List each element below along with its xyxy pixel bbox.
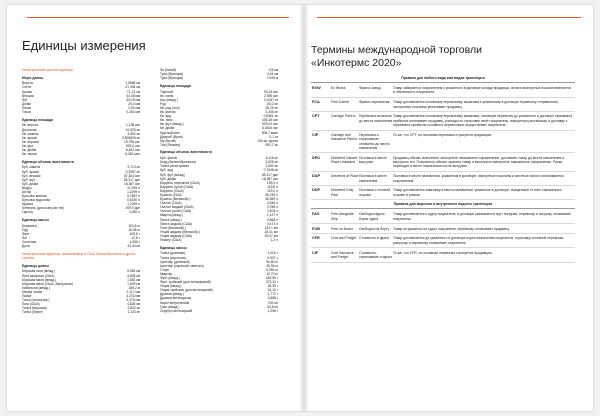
unit-name: Кв. миля	[160, 93, 174, 98]
unit-name: Лот	[22, 236, 28, 241]
unit-name: Кв. линк	[160, 118, 173, 123]
unit-name: Кв. верста	[22, 123, 38, 128]
incoterm-code: DPU	[312, 155, 321, 160]
unit-name: Бутылка винная	[22, 194, 47, 199]
unit-name: Галлон сухой (США)	[160, 209, 192, 214]
unit-name: Берковец	[22, 223, 37, 228]
incoterm-row	[311, 172, 575, 186]
unit-value: 21,336 км	[125, 85, 140, 90]
unit-name: Драхма (межд.)	[160, 292, 184, 297]
unit-value: 50,80 кг	[266, 259, 278, 264]
unit-name: Кв. дюйм	[160, 126, 175, 131]
unit-value: 3,625 м³	[265, 160, 278, 165]
unit-value: 12,299 л	[127, 185, 140, 190]
incoterm-row	[311, 186, 575, 200]
unit-value: 1,2299 л	[127, 190, 140, 194]
left-page-title: Единицы измерения	[22, 38, 146, 53]
book-gutter	[299, 5, 309, 411]
unit-name: Куб. сажень	[22, 165, 41, 170]
units-section-heading: Меры длины	[22, 75, 44, 80]
unit-name: Ли (Китай)	[160, 68, 177, 72]
unit-name: Кв. фут (межд.)	[160, 122, 184, 127]
incoterms-group-heading: Правила для морского и внутреннего водного транспорта	[311, 200, 575, 209]
incoterm-russian-name: Свободно на борту	[359, 226, 390, 231]
unit-name: Морская лига (межд.)	[22, 269, 56, 274]
unit-name: Гарнец	[22, 210, 33, 215]
unit-name: Кружка	[22, 202, 33, 207]
unit-name: Тонна (морская)	[22, 306, 47, 311]
units-section-heading: Единицы массы	[22, 218, 49, 223]
unit-value: 29,57 мл	[264, 233, 278, 238]
incoterm-code: CPT	[312, 114, 320, 119]
unit-name: Унция жидкая (США)	[160, 233, 193, 238]
unit-value: 28,41 мл	[264, 229, 278, 234]
incoterm-russian-name: Перевозка и страхование оплачены до места назначения	[359, 132, 390, 150]
unit-name: Кв. род (пол)	[160, 105, 180, 110]
unit-name: Тонна (Фрахт)	[22, 310, 44, 315]
incoterm-english-name: Ex Works	[331, 86, 346, 91]
incoterm-row	[311, 210, 575, 224]
unit-value: 100 кв. футов	[257, 138, 278, 143]
unit-value: 1,138 км²	[126, 123, 140, 128]
unit-value: 4,828 км	[127, 273, 140, 278]
unit-value: 64,8 мг	[267, 304, 278, 309]
unit-value: 4,44 км	[266, 72, 278, 77]
unit-value: 0,254 мм	[126, 110, 140, 115]
unit-name: Пуд	[22, 227, 28, 232]
unit-name: Аршин	[22, 89, 33, 94]
incoterm-description: Товар доставляется до указанного в договоре порта назначения покупателя, страховку основной перевозки, разгрузку и перевалку оплачивает покупатель.	[393, 236, 565, 245]
incoterm-english-name: Free Carrier	[331, 100, 350, 105]
unit-name: Баррель (США)	[160, 188, 184, 193]
unit-value: 453,59 г	[265, 275, 278, 280]
unit-value: 25,4 мм	[128, 101, 140, 106]
unit-value: 1,133 м³	[127, 310, 140, 315]
unit-name: Куб. дюйм	[22, 181, 38, 186]
unit-name: Штоф	[22, 190, 32, 194]
unit-name: Точка (полиграф.)	[22, 298, 50, 303]
unit-name: Акр (межд.)	[160, 97, 178, 102]
unit-name: Центнер (короткий, квинтал)	[160, 263, 204, 268]
unit-name: Карат метрический	[160, 300, 190, 305]
unit-value: 1,2299 л	[127, 202, 140, 207]
unit-name: Драхма аптекарская	[160, 296, 192, 301]
unit-row	[22, 310, 140, 314]
incoterm-english-name: Free Alongside Ship	[331, 212, 354, 221]
incoterm-english-name: Delivered Duty Paid	[331, 188, 354, 197]
unit-name: Кв. фатом	[160, 110, 176, 115]
unit-value: 119,2 л	[267, 188, 278, 193]
unit-name: Корд (Великобритания)	[160, 160, 196, 165]
unit-value: 185,2 м	[128, 285, 140, 290]
unit-name: Гилл (Великобр.)	[160, 225, 187, 230]
incoterm-description: Товар забирается покупателем с указанного в договоре склада продавца, оплата экспортных пошлин вменяется в обязанность покупателя.	[393, 86, 572, 95]
unit-value: 4,266 г	[129, 240, 140, 245]
unit-value: 159,0 л	[266, 180, 278, 185]
incoterm-description: То же, что CPT, но основная перевозка страхуется продавцом.	[393, 132, 492, 137]
unit-row	[22, 152, 140, 156]
unit-name: Куб. фут (межд.)	[160, 172, 186, 177]
unit-name: Гран (межд.)	[160, 304, 180, 309]
unit-value: 2,117 мм	[126, 289, 140, 294]
unit-name: Пайка	[22, 294, 32, 299]
unit-name: Верста	[22, 81, 33, 86]
incoterm-russian-name: Стоимость, страхование и фрахт	[359, 250, 393, 259]
unit-value: 0,1 га	[269, 134, 278, 139]
unit-name: Доля	[22, 244, 30, 249]
unit-name: Кабельтов (межд.)	[22, 285, 50, 290]
unit-value: 12,70 кг	[266, 271, 278, 276]
incoterm-description: Поставка в месте назначения, указанном в договоре, импортные пошлины и местные налоги оплачиваются покупателем.	[393, 174, 564, 183]
unit-row	[160, 76, 278, 80]
unit-name: Тонна (длинная)	[160, 251, 186, 256]
incoterm-row	[311, 131, 575, 154]
unit-name: Му (Китай)	[160, 138, 177, 143]
unit-name: Малая линия	[22, 289, 43, 294]
incoterm-row	[311, 84, 575, 98]
unit-name: Кв. сажень	[22, 131, 39, 136]
unit-value: 3,888 г	[267, 296, 278, 301]
incoterm-russian-name: Поставка с оплатой пошлин	[359, 188, 391, 197]
unit-name: Линия	[22, 105, 32, 110]
units-section-heading: Единицы объема, вместимости	[22, 159, 74, 164]
unit-value: 2,590 км²	[264, 93, 278, 98]
incoterm-english-name: Cost and Freight	[331, 236, 357, 241]
units-column-2	[160, 68, 278, 313]
unit-value: 93,24 км²	[264, 89, 278, 94]
unit-value: 929,0 см²	[125, 143, 140, 148]
units-subtitle: Неметрические русские единицы	[22, 68, 73, 72]
unit-value: 28,317 дм³	[123, 177, 140, 182]
unit-value: 409,5 г	[129, 232, 140, 237]
unit-name: Точка	[22, 110, 31, 115]
unit-name: Баррель сухой (США)	[160, 184, 194, 189]
unit-name: Куб. дюйм	[160, 176, 176, 181]
unit-name: Пеккер (США)	[160, 238, 182, 243]
unit-name: Тонна регистровая	[160, 164, 189, 169]
incoterm-row	[311, 234, 575, 248]
incoterm-english-name: Free on Board	[331, 226, 353, 231]
unit-value: 142,1 мл	[264, 225, 278, 230]
unit-name: Пинта (межд.)	[160, 217, 182, 222]
unit-value: 28,317 дм³	[261, 172, 278, 177]
unit-value: 209,9 дм³	[125, 206, 140, 211]
unit-value: 36,369 л	[265, 197, 278, 202]
unit-name: Туаз (Франция)	[160, 76, 184, 81]
unit-value: 0,505805 м²	[121, 135, 140, 140]
unit-name: Тонна (короткая)	[160, 255, 186, 260]
unit-name: Куб. фут	[22, 177, 36, 182]
unit-value: 3,280 л	[128, 210, 140, 215]
unit-name: Унция тройская (для аптекарский)	[160, 288, 213, 293]
unit-name: Галлон (США)	[160, 201, 182, 206]
unit-value: 200 мг	[268, 300, 278, 305]
incoterm-description: Товар доставляется основному перевозчику заказчика к указанному в договоре терминалу отправления, экспортные пошлины уплачивает продавец.	[393, 100, 559, 109]
unit-value: 16,38 кг	[128, 227, 140, 232]
unit-value: 1,609 км	[127, 281, 140, 286]
incoterm-english-name: Carriage Paid to	[331, 114, 356, 119]
unit-name: Лига законная (США)	[22, 273, 55, 278]
unit-name: Квартер	[160, 271, 173, 276]
unit-value: 0,4047 га	[264, 97, 278, 102]
unit-name: Фут	[22, 97, 28, 102]
incoterm-english-name: Carriage and Insurance Paid to	[331, 132, 358, 142]
unit-name: Куб. ярд	[160, 168, 173, 173]
incoterm-english-name: Delivered at Place	[331, 174, 359, 179]
unit-value: 1,137 л	[266, 213, 278, 218]
unit-value: 6,452 см²	[125, 147, 140, 152]
unit-name: Вершок	[22, 93, 34, 98]
unit-value: 16,387 см³	[123, 181, 140, 186]
right-page-accent-rule	[317, 17, 581, 18]
unit-value: 44,43 мг	[127, 244, 140, 249]
unit-value: 115,6 л	[267, 184, 278, 189]
unit-name: Центнер (длинный)	[160, 259, 190, 264]
unit-value: 9,713 м³	[127, 165, 140, 170]
unit-value: 4,405 л	[266, 209, 278, 214]
unit-value: 373,24 г	[265, 280, 278, 285]
unit-value: 4,552 м²	[127, 131, 140, 136]
unit-name: Кв. дюйм	[22, 147, 37, 152]
incoterm-code: DDP	[312, 188, 321, 193]
unit-name: Тан (Япония)	[160, 142, 181, 147]
unit-value: 16,387 см³	[261, 176, 278, 181]
unit-value: 1,296 г	[267, 308, 278, 313]
incoterm-row	[311, 248, 575, 262]
unit-name: Десятина	[22, 127, 37, 132]
units-column-1	[22, 68, 140, 315]
units-section-heading: Единицы длины	[22, 263, 50, 268]
incoterm-russian-name: Свободно вдоль борта судна	[359, 212, 385, 221]
incoterm-code: FAS	[312, 212, 320, 217]
incoterm-english-name: Cost Insurance and Freight	[331, 250, 354, 259]
unit-name: Баррель нефтяной (США)	[160, 180, 200, 185]
unit-row	[22, 110, 140, 114]
right-page-title: Термины международной торговли «Инкотермс 2020»	[311, 44, 482, 69]
unit-name: Джериб (Иран)	[160, 134, 183, 139]
unit-name: Руд	[160, 101, 166, 106]
unit-name: Дюйм	[22, 101, 31, 106]
unit-value: 1,016 т	[267, 251, 278, 256]
unit-name: Унция жидкая (Великобр.)	[160, 229, 201, 234]
units-section-heading: Единицы объема, вместимости	[160, 150, 212, 155]
unit-name: Фунт	[22, 232, 30, 237]
incoterm-row	[311, 98, 575, 112]
unit-name: Куб. аршин	[22, 169, 40, 174]
unit-name: Сотня	[22, 85, 32, 90]
incoterm-description: Товар доставляется основному перевозчику заказчика, основную перевозку до указанного в договоре терминала прибытия оплачивает продавец, расходы по страховке несёт покупатель, импортную растаможку и доставку с терминала прибытия основного перевозчика осуществляет покупатель.	[393, 114, 573, 128]
incoterm-code: FOB	[312, 226, 321, 231]
unit-value: 1,852 км	[127, 277, 140, 282]
unit-value: 4,828 км	[127, 302, 140, 307]
unit-value: 0,6150 л	[127, 198, 140, 203]
incoterm-code: CFR	[312, 236, 320, 241]
unit-name: Стоун	[160, 267, 170, 272]
unit-value: 44,45 мм	[126, 93, 140, 98]
unit-value: 0,3597 м³	[125, 169, 140, 174]
units-section-heading: Единицы массы	[160, 245, 187, 250]
unit-value: 12,8 г	[131, 236, 140, 241]
unit-name: Фунт (межд.)	[160, 275, 180, 280]
incoterm-code: EXW	[312, 86, 321, 91]
units-section-heading: Единицы площади	[160, 83, 191, 88]
unit-value: 163,8 кг	[128, 223, 140, 228]
incoterm-code: CIF	[312, 250, 319, 255]
unit-value: 5,556 км	[127, 269, 140, 274]
unit-value: 1,2 л	[270, 238, 278, 243]
unit-value: 1,949 м	[266, 76, 278, 81]
incoterms-group-heading: Правила для любого вида или видов транспорта	[311, 74, 575, 83]
unit-name: Кв. ярд	[160, 114, 171, 119]
unit-value: 0,8361 м²	[263, 114, 278, 119]
incoterm-code: CIP	[312, 132, 319, 137]
unit-value: 3,785 л	[266, 205, 278, 210]
unit-value: 2,832 м³	[265, 164, 278, 169]
unit-row	[22, 210, 140, 214]
unit-value: 506,7 мкм²	[261, 130, 278, 135]
unit-name: Куб. фатом	[160, 156, 178, 161]
unit-value: 4,546 л	[266, 201, 278, 206]
unit-name: Ведро	[22, 185, 32, 190]
unit-value: 28,35 г	[267, 284, 278, 289]
incoterm-row	[311, 153, 575, 171]
unit-name: Кв. фут	[22, 143, 34, 148]
unit-name: Кв. линия	[22, 152, 37, 157]
unit-value: 991,7 м²	[265, 142, 278, 147]
incoterm-description: Товар доставляется заказчику в место назначения, указанное в договоре, очищенный от всех таможенных пошлин и рисков.	[393, 188, 562, 197]
unit-name: Бутылка водочная	[22, 198, 51, 203]
unit-value: 1012 м²	[266, 101, 278, 106]
incoterm-russian-name: Франко перевозчик	[359, 100, 390, 105]
unit-name: Галлон жидкий (США)	[160, 205, 194, 210]
unit-value: 45,36 кг	[266, 263, 278, 268]
unit-name: Пинта жидкая (США)	[160, 221, 193, 226]
unit-value: 6,350 кг	[266, 267, 278, 272]
incoterm-english-name: Delivered Named Place Unloaded	[331, 155, 358, 165]
incoterm-russian-name: Франко завод	[359, 86, 381, 91]
units-section-heading: Единицы площади	[22, 117, 53, 122]
unit-row	[160, 143, 278, 147]
unit-row	[22, 244, 140, 248]
unit-name: Скрупул аптекарский	[160, 308, 193, 313]
unit-value: 2,832 м³	[127, 306, 140, 311]
unit-name: Фунт тройский (для аптекарский)	[160, 280, 211, 285]
unit-value: 6,4516 см²	[261, 126, 278, 131]
incoterm-russian-name: Стоимость и фрахт	[359, 236, 390, 241]
unit-value: 0,907 т	[267, 255, 278, 260]
unit-name: Унция (межд.)	[160, 284, 182, 289]
unit-value: 2,54 мм	[128, 105, 140, 110]
unit-value: 0,7646 м³	[263, 168, 278, 173]
unit-value: 0,568 л	[266, 217, 278, 222]
unit-value: 0,5 км	[268, 68, 278, 72]
unit-name: Морская миля (США, Австралия)	[22, 281, 73, 286]
unit-value: 25,29 м²	[265, 105, 278, 110]
unit-value: 0,7687 л	[127, 194, 140, 199]
unit-value: 1,0668 км	[125, 81, 140, 86]
incoterm-russian-name: Перевозка оплачена до места назначения	[359, 114, 393, 123]
unit-name: Кварта (межд.)	[160, 213, 183, 218]
unit-name: Таунший	[160, 89, 174, 94]
unit-name: Бушель (США)	[160, 193, 183, 197]
unit-row	[160, 309, 278, 313]
unit-name: Туаз (Франция)	[160, 72, 184, 77]
unit-value: 4,233 мм	[126, 294, 140, 299]
unit-name: Круглый мил	[160, 130, 180, 135]
units-section-heading: Неметрические единицы, применяемые в США, Великобритании и других странах	[22, 252, 136, 261]
unit-name: Лига (США)	[22, 302, 40, 307]
unit-name: Четверть (для сыпучих тел)	[22, 206, 65, 211]
unit-value: 87,824 см³	[123, 173, 140, 178]
unit-value: 71,12 см	[126, 89, 140, 94]
incoterm-description: То же, что CFR, но основная перевозка страхуется продавцом.	[393, 250, 493, 255]
incoterm-description: Продавец обязан: выполнить экспортное таможенное оформление, доставить товар до места назначения и выгрузить его. Покупатель обязан: принять товар и выполнить импортное таможенное оформление. Риски переходят в месте назначения после выгрузки.	[393, 155, 565, 169]
unit-value: 3,345 м²	[265, 110, 278, 115]
left-page-accent-rule	[27, 17, 289, 18]
unit-value: 0,473 л	[266, 221, 278, 226]
incoterm-russian-name: Поставка в месте выгрузки	[359, 155, 387, 165]
incoterms-table	[311, 74, 575, 263]
incoterm-row	[311, 112, 575, 130]
unit-value: 6,452 мм²	[125, 152, 140, 157]
unit-value: 19,758 см²	[123, 139, 140, 144]
unit-name: Куб. вершок	[22, 173, 41, 178]
incoterm-description: Товар доставляется к судну покупателя, в договоре указывается порт погрузки, перевозку и погрузку оплачивает покупатель.	[393, 212, 572, 221]
unit-value: 10,925 м²	[125, 127, 140, 132]
unit-value: 1,772 г	[267, 292, 278, 297]
unit-name: Бушель (Великобр.)	[160, 197, 191, 202]
unit-value: 304,8 мм	[126, 97, 140, 102]
unit-value: 31,10 г	[267, 288, 278, 293]
unit-row	[160, 238, 278, 242]
unit-value: 405,16 см²	[261, 118, 278, 123]
unit-name: Золотник	[22, 240, 37, 245]
incoterm-code: FCA	[312, 100, 320, 105]
incoterm-description: Товар отгружается на судно покупателя, перевалку оплачивает продавец.	[393, 226, 510, 231]
incoterm-russian-name: Поставка в месте назначения	[359, 174, 387, 183]
incoterm-code: DAP	[312, 174, 321, 179]
unit-value: 35,239 л	[265, 193, 278, 197]
unit-value: 0,376 мм	[126, 298, 140, 303]
unit-name: Кв. вершок	[22, 139, 39, 144]
incoterm-row	[311, 224, 575, 234]
unit-name: Морская миля (межд.)	[22, 277, 57, 282]
unit-value: 6,116 м³	[265, 156, 278, 161]
unit-name: Кв. аршин	[22, 135, 38, 140]
unit-value: 929,03 см²	[261, 122, 278, 127]
